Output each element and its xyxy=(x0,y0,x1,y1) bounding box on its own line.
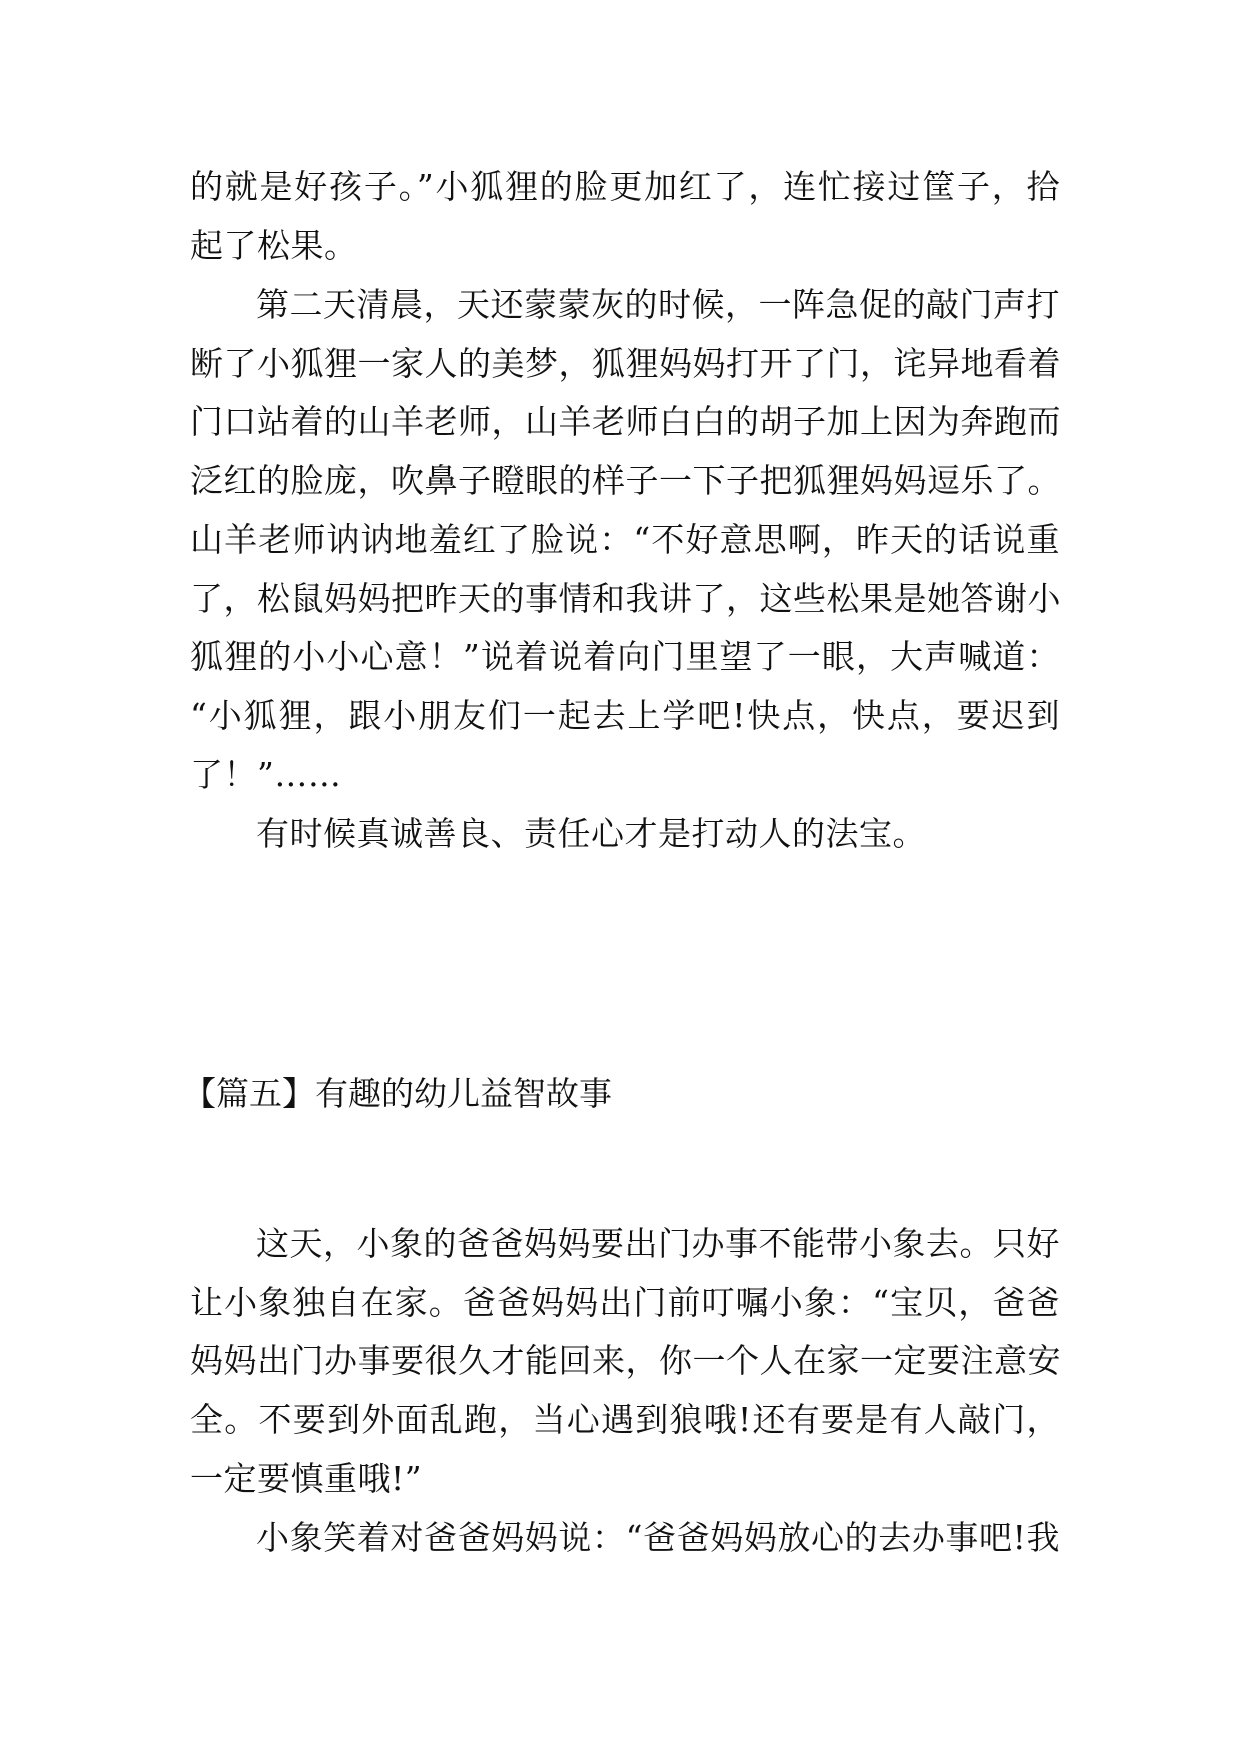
text-line: 全。不要到外面乱跑，当心遇到狼哦!还有要是有人敲门， xyxy=(190,1400,1060,1439)
paragraph-first-line: 有时候真诚善良、责任心才是打动人的法宝。 xyxy=(256,814,926,853)
text-line: “小狐狸，跟小朋友们一起去上学吧!快点，快点，要迟到 xyxy=(190,696,1060,735)
text-line: 让小象独自在家。爸爸妈妈出门前叮嘱小象：“宝贝，爸爸 xyxy=(190,1283,1060,1322)
text-line: 了！”…… xyxy=(190,755,342,794)
section-heading: 【篇五】有趣的幼儿益智故事 xyxy=(183,1074,612,1113)
text-line: 的就是好孩子。”小狐狸的脸更加红了，连忙接过筐子，拾 xyxy=(190,167,1060,206)
paragraph-first-line: 小象笑着对爸爸妈妈说：“爸爸妈妈放心的去办事吧!我 xyxy=(256,1518,1060,1557)
text-line: 山羊老师讷讷地羞红了脸说：“不好意思啊，昨天的话说重 xyxy=(190,520,1060,559)
paragraph-first-line: 这天，小象的爸爸妈妈要出门办事不能带小象去。只好 xyxy=(256,1224,1060,1263)
text-line: 门口站着的山羊老师，山羊老师白白的胡子加上因为奔跑而 xyxy=(190,402,1061,441)
text-line: 一定要慎重哦!” xyxy=(190,1459,423,1498)
text-line: 起了松果。 xyxy=(190,226,358,265)
text-line: 断了小狐狸一家人的美梦，狐狸妈妈打开了门，诧异地看着 xyxy=(190,344,1061,383)
text-line: 泛红的脸庞，吹鼻子瞪眼的样子一下子把狐狸妈妈逗乐了。 xyxy=(190,461,1061,500)
paragraph-first-line: 第二天清晨，天还蒙蒙灰的时候，一阵急促的敲门声打 xyxy=(256,285,1060,324)
text-line: 了，松鼠妈妈把昨天的事情和我讲了，这些松果是她答谢小 xyxy=(190,579,1061,618)
text-line: 妈妈出门办事要很久才能回来，你一个人在家一定要注意安 xyxy=(190,1341,1061,1380)
text-line: 狐狸的小小心意！”说着说着向门里望了一眼，大声喊道： xyxy=(190,637,1060,676)
